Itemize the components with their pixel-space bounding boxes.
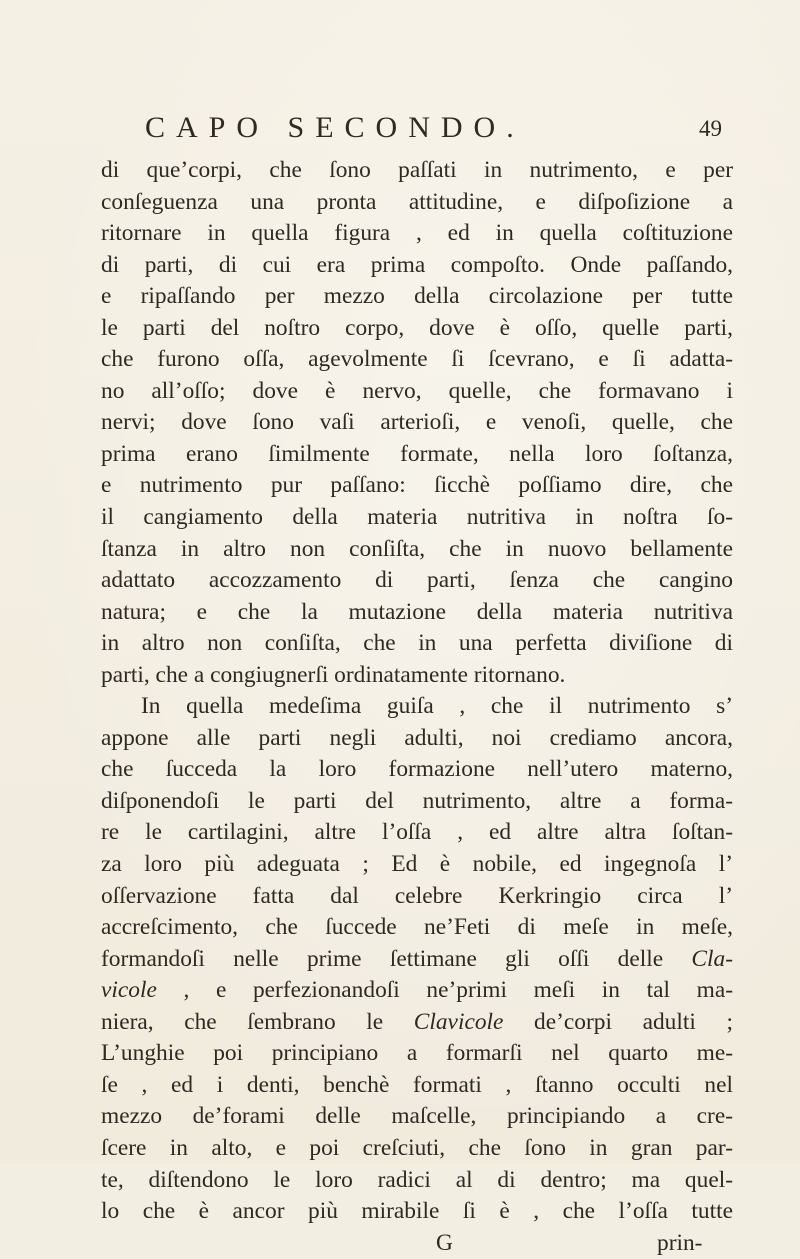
text-line: te, diſtendono le loro radici al di dentro; ma quel- xyxy=(101,1166,733,1193)
text-line: re le cartilagini, altre l’oſſa , ed altre altra ſoſtan- xyxy=(101,819,733,846)
signature-line xyxy=(101,1228,733,1259)
text-line: di parti, di cui era prima compoſto. Onde paſſando, xyxy=(101,251,733,278)
text-line: mezzo de’forami delle maſcelle, principiando a cre- xyxy=(101,1103,733,1130)
text-line: oſſervazione fatta dal celebre Kerkringio circa l’ xyxy=(101,882,733,909)
text-span: , e perfezionandoſi ne’primi meſi in tal ma- xyxy=(156,977,733,1004)
text-line: ſe , ed i denti, benchè formati , ſtanno occulti nel xyxy=(101,1071,733,1098)
text-line: ſcere in alto, e poi creſciuti, che ſono in gran par- xyxy=(101,1134,733,1161)
text-line: e nutrimento pur paſſano: ſicchè poſſiamo dire, che xyxy=(101,472,733,499)
text-line: lo che è ancor più mirabile ſi è , che l’oſſa tutte xyxy=(101,1198,733,1225)
page-number: 49 xyxy=(699,116,722,141)
running-title: CAPO SECONDO. xyxy=(145,111,525,144)
catchword: prin- xyxy=(657,1229,703,1256)
text-line xyxy=(101,975,733,1007)
text-line: accreſcimento, che ſuccede ne’Feti di meſe in meſe, xyxy=(101,914,733,941)
italic-term-continued: vicole xyxy=(101,977,157,1004)
text-line: L’unghie poi principiano a formarſi nel quarto me- xyxy=(101,1040,733,1067)
text-line: appone alle parti negli adulti, noi crediamo ancora, xyxy=(101,724,733,751)
italic-term-clavicole-2: Clavicole xyxy=(413,1008,504,1035)
text-line: ritornare in quella figura , ed in quella coſtituzione xyxy=(101,220,733,247)
body-text xyxy=(101,155,733,1259)
text-line: conſeguenza una pronta attitudine, e diſpoſizione a xyxy=(101,188,733,215)
text-line: e ripaſſando per mezzo della circolazione per tutte xyxy=(101,283,733,310)
page-header xyxy=(100,111,730,151)
text-line: parti, che a congiugnerſi ordinatamente ritornano. xyxy=(101,661,566,688)
text-line xyxy=(101,1007,733,1039)
text-span: de’corpi adulti ; xyxy=(503,1008,733,1035)
text-line: in altro non conſiſta, che in una perfetta diviſione di xyxy=(101,630,733,657)
text-line: adattato accozzamento di parti, ſenza che cangino xyxy=(101,567,733,594)
text-line: ſtanza in altro non conſiſta, che in nuovo bellamente xyxy=(101,535,733,562)
text-line: prima erano ſimilmente formate, nella loro ſoſtanza, xyxy=(101,440,733,467)
text-line: za loro più adeguata ; Ed è nobile, ed ingegnoſa l’ xyxy=(101,851,733,878)
text-span: formandoſi nelle prime ſettimane gli oſſi delle xyxy=(101,945,664,972)
text-line: il cangiamento della materia nutritiva in noſtra ſo- xyxy=(101,504,733,531)
text-line: le parti del noſtro corpo, dove è oſſo, quelle parti, xyxy=(101,314,733,341)
text-line: natura; e che la mutazione della materia nutritiva xyxy=(101,598,733,625)
text-line: no all’oſſo; dove è nervo, quelle, che formavano i xyxy=(101,377,733,404)
text-span: niera, che ſembrano le xyxy=(101,1008,384,1035)
text-line: In quella medeſima guiſa , che il nutrimento s’ xyxy=(141,693,733,720)
text-line: di que’corpi, che ſono paſſati in nutrimento, e per xyxy=(101,157,733,183)
italic-term-clavicole: Cla- xyxy=(691,945,733,972)
signature-mark: G xyxy=(436,1229,453,1256)
text-line: che ſucceda la loro formazione nell’utero materno, xyxy=(101,756,733,783)
text-line: diſponendoſi le parti del nutrimento, altre a forma- xyxy=(101,787,733,814)
text-line: nervi; dove ſono vaſi arterioſi, e venoſi, quelle, che xyxy=(101,409,733,436)
text-line xyxy=(101,944,733,976)
text-line: che furono oſſa, agevolmente ſi ſcevrano, e ſi adatta- xyxy=(101,346,733,373)
